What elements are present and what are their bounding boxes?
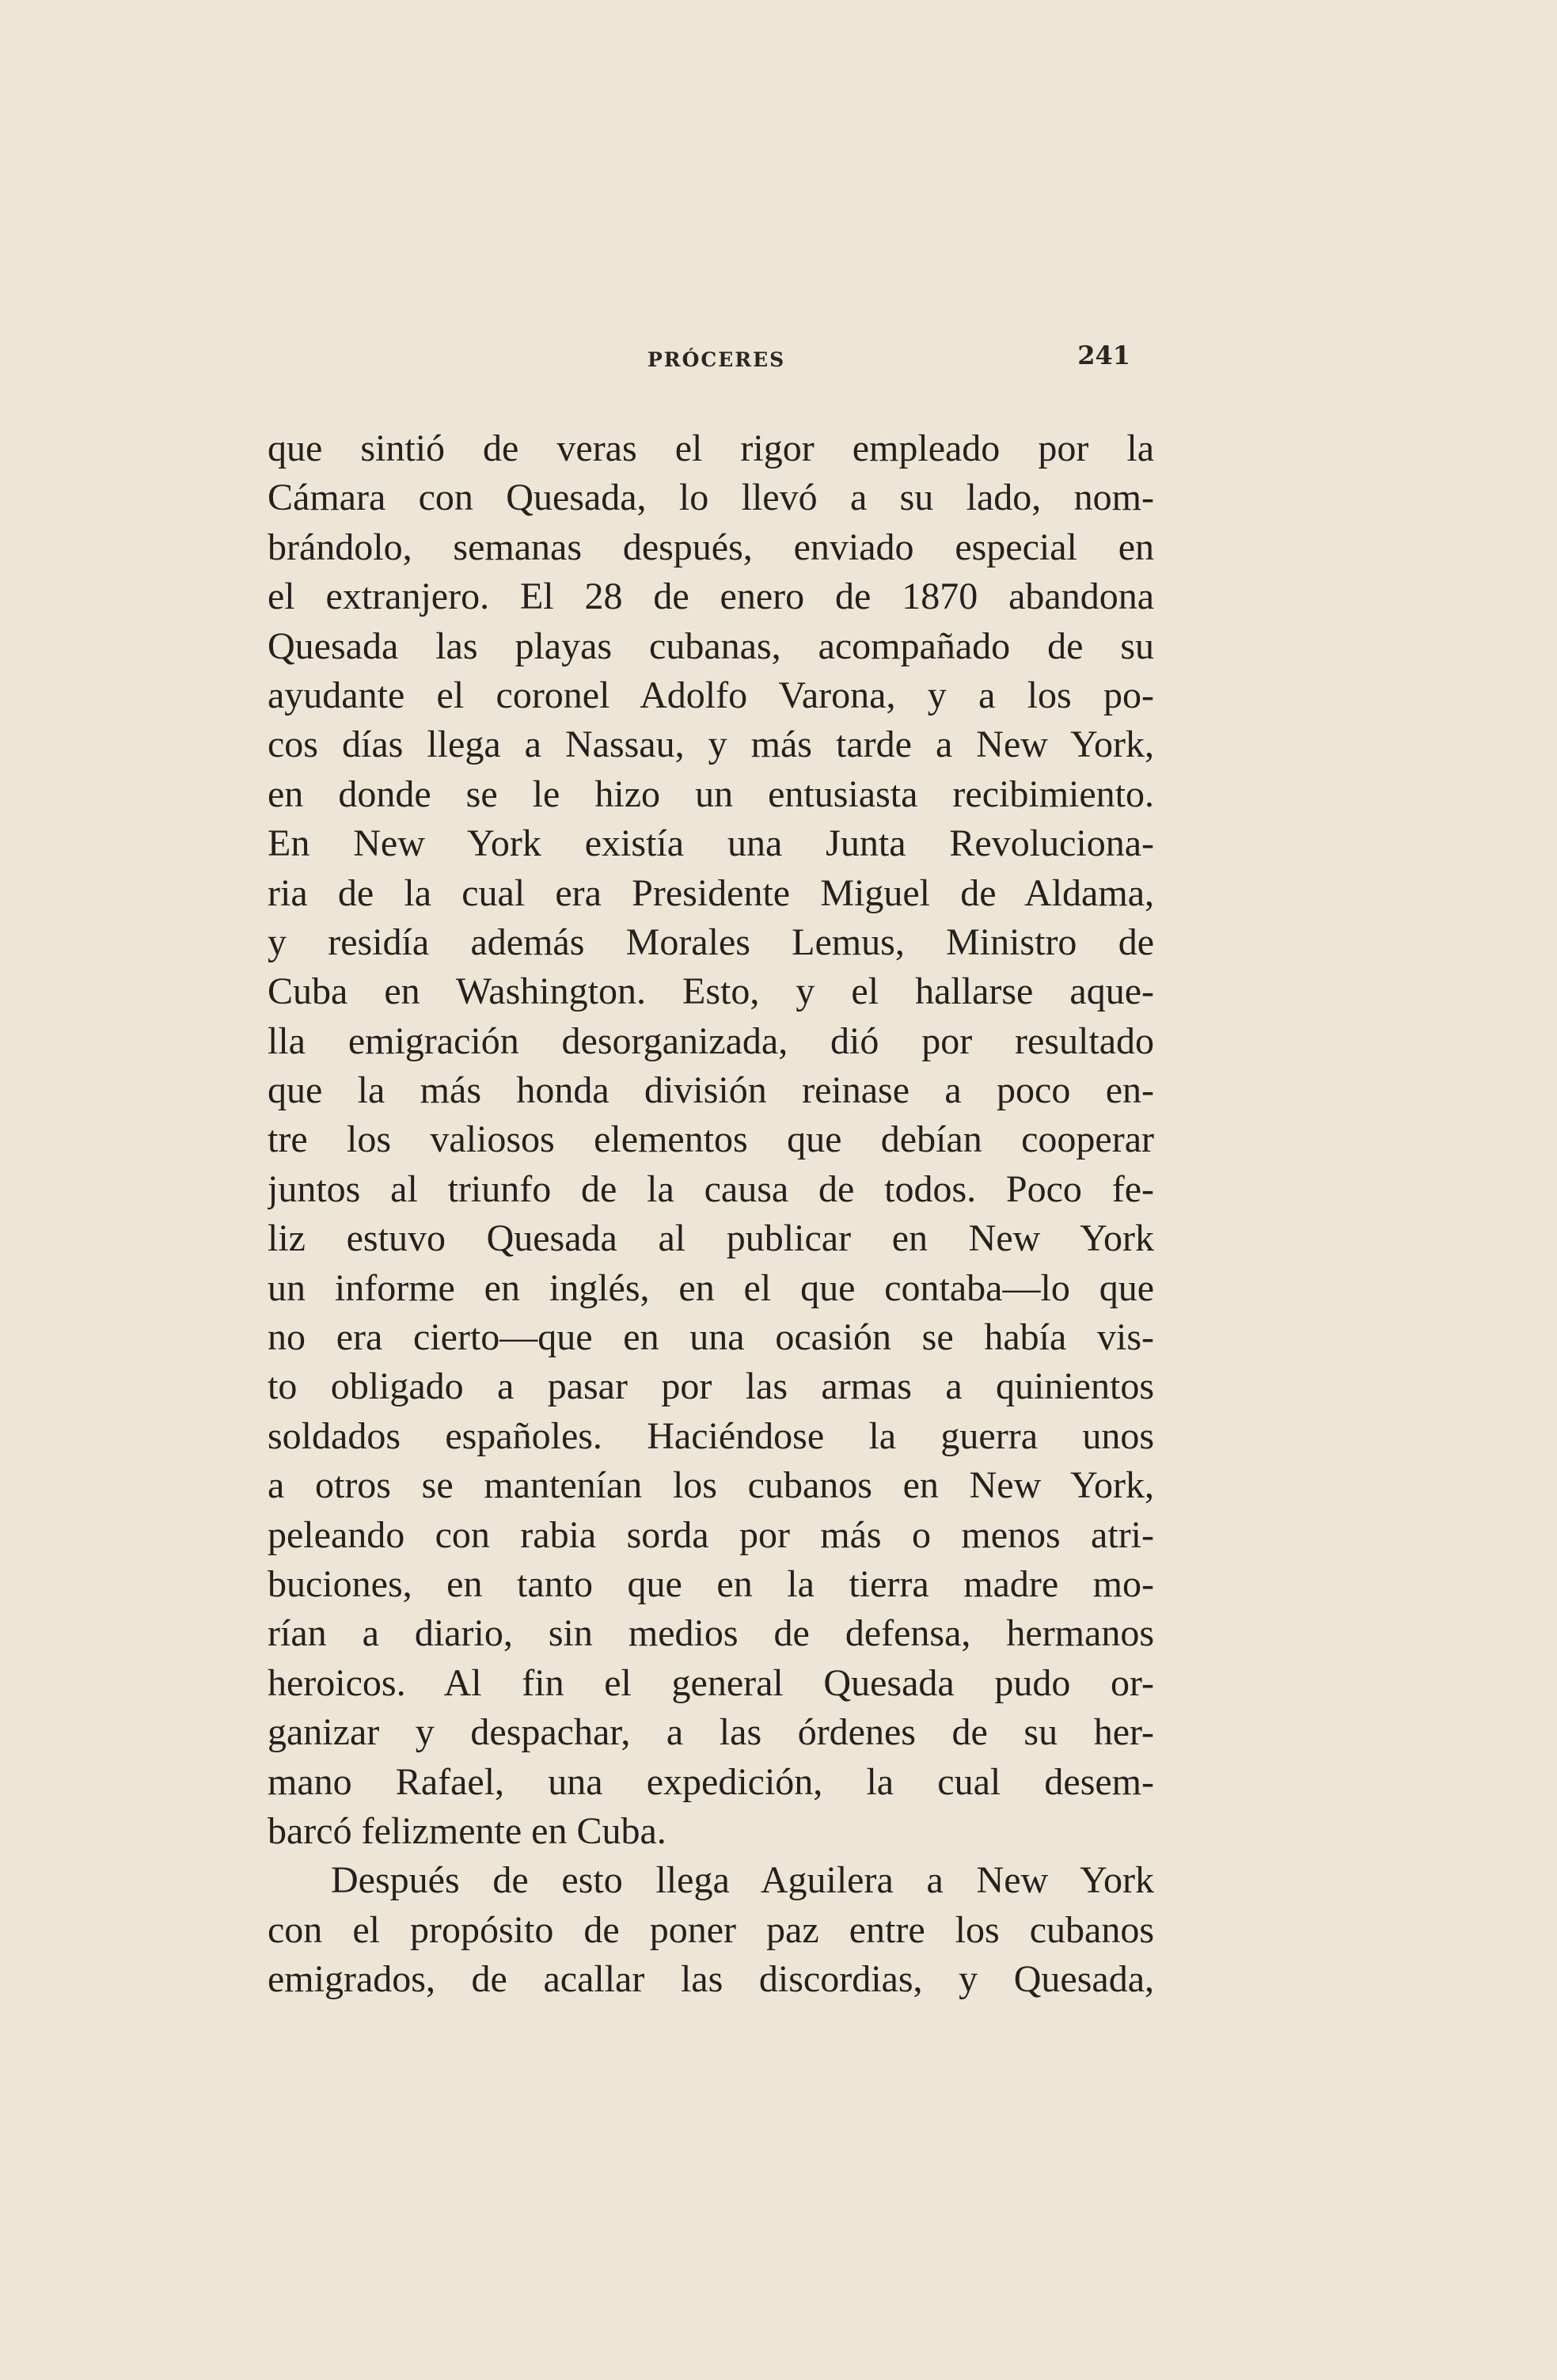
text-line: Quesada las playas cubanas, acompañado de su (268, 624, 1154, 667)
text-line: ayudante el coronel Adolfo Varona, y a los po- (268, 674, 1154, 716)
text-line: no era cierto—que en una ocasión se había vis- (268, 1316, 1154, 1359)
text-line: con el propósito de poner paz entre los cubanos (268, 1908, 1154, 1951)
text-line: Después de esto llega Aguilera a New York (331, 1859, 1154, 1902)
text-line: que la más honda división reinase a poco en- (268, 1069, 1154, 1112)
text-line: brándolo, semanas después, enviado especial en (268, 526, 1154, 568)
text-line: En New York existía una Junta Revoluciona- (268, 822, 1154, 865)
text-line: Cámara con Quesada, lo llevó a su lado, nom- (268, 476, 1154, 519)
text-line: peleando con rabia sorda por más o menos atri- (268, 1513, 1154, 1556)
text-line: tre los valiosos elementos que debían cooperar (268, 1118, 1154, 1161)
text-line: a otros se mantenían los cubanos en New York, (268, 1464, 1154, 1507)
text-line: en donde se le hizo un entusiasta recibimiento. (268, 772, 1154, 815)
page-number: 241 (1077, 340, 1130, 370)
text-line: liz estuvo Quesada al publicar en New York (268, 1217, 1154, 1260)
text-line: barcó felizmente en Cuba. (268, 1809, 666, 1852)
page-header (268, 340, 1130, 388)
text-line: cos días llega a Nassau, y más tarde a New York, (268, 723, 1154, 766)
text-line: que sintió de veras el rigor empleado por la (268, 427, 1154, 469)
text-line: lla emigración desorganizada, dió por resultado (268, 1019, 1154, 1062)
text-line: heroicos. Al fin el general Quesada pudo or- (268, 1661, 1154, 1704)
text-line: el extranjero. El 28 de enero de 1870 abandona (268, 575, 1154, 618)
text-line: buciones, en tanto que en la tierra madre mo- (268, 1562, 1154, 1605)
text-line: ganizar y despachar, a las órdenes de su her- (268, 1711, 1154, 1754)
body-text (268, 424, 1154, 2005)
text-line: un informe en inglés, en el que contaba—lo que (268, 1266, 1154, 1309)
text-line: to obligado a pasar por las armas a quinientos (268, 1365, 1154, 1408)
text-line: mano Rafael, una expedición, la cual desem- (268, 1760, 1154, 1803)
text-line: rían a diario, sin medios de defensa, hermanos (268, 1612, 1154, 1655)
text-line: soldados españoles. Haciéndose la guerra unos (268, 1414, 1154, 1457)
text-line: Cuba en Washington. Esto, y el hallarse aque- (268, 970, 1154, 1013)
text-line: ria de la cual era Presidente Miguel de Aldama, (268, 871, 1154, 914)
text-line: y residía además Morales Lemus, Ministro de (268, 920, 1154, 963)
text-line: emigrados, de acallar las discordias, y Quesada, (268, 1958, 1154, 2001)
text-line: juntos al triunfo de la causa de todos. Poco fe- (268, 1167, 1154, 1210)
running-head: PRÓCERES (647, 348, 786, 371)
